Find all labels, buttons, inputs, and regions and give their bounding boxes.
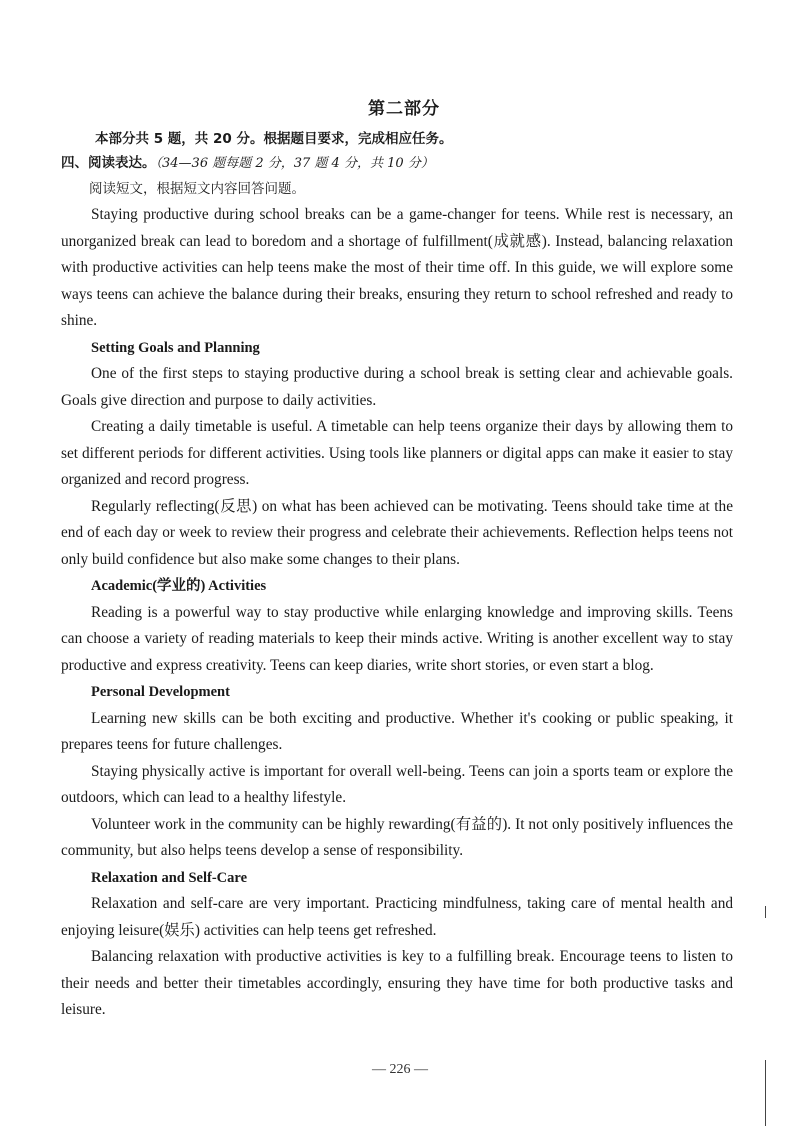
subheading-personal: Personal Development xyxy=(91,684,230,700)
paragraph-reflecting: Regularly reflecting(反思) on what has been achieved can be motivating. Teens should take time at the end of each day or week to review their progress and celebrate their achievements. Reflection helps teens not only build confidence but also make some changes to their plans. xyxy=(61,497,733,568)
page-number: — 226 — xyxy=(372,1062,428,1077)
subheading-relaxation: Relaxation and Self-Care xyxy=(91,869,248,886)
margin-mark xyxy=(765,906,766,918)
section-heading xyxy=(61,151,733,176)
paragraph-self-care: Relaxation and self-care are very important. Practicing mindfulness, taking care of mental health and enjoying leisure(娱乐) activities can help teens get refreshed. xyxy=(61,895,733,939)
page-content xyxy=(61,94,733,1024)
part-intro: 本部分共 5 题，共 20 分。根据题目要求，完成相应任务。 xyxy=(95,131,453,147)
reading-instruction: 阅读短文，根据短文内容回答问题。 xyxy=(89,181,305,197)
paragraph-volunteer: Volunteer work in the community can be highly rewarding(有益的). It not only positively influences the community, but also helps teens develop a sense of responsibility. xyxy=(61,815,733,859)
paragraph-reading-writing: Reading is a powerful way to stay productive while enlarging knowledge and improving skills. Teens can choose a variety of reading materials to keep their minds active. Writing is another excellent way to stay productive and express creativity. Teens can keep diaries, write short stories, or even start a blog. xyxy=(61,603,733,674)
part-title: 第二部分 xyxy=(368,99,440,119)
section-score-note: （34—36 题每题 2 分，37 题 4 分，共 10 分） xyxy=(155,156,434,171)
margin-mark xyxy=(765,1060,766,1126)
paragraph-new-skills: Learning new skills can be both exciting and productive. Whether it's cooking or public speaking, it prepares teens for future challenges. xyxy=(61,709,733,753)
paragraph-physical: Staying physically active is important for overall well-being. Teens can join a sports team or explore the outdoors, which can lead to a healthy lifestyle. xyxy=(61,762,733,806)
subheading-goals: Setting Goals and Planning xyxy=(91,339,260,356)
section-label: 四、阅读表达。 xyxy=(61,155,156,171)
subheading-academic: Academic(学业的) Activities xyxy=(91,578,267,594)
paragraph-timetable: Creating a daily timetable is useful. A timetable can help teens organize their days by allowing them to set different periods for different activities. Using tools like planners or digital apps can make it easier to stay organized and record progress. xyxy=(61,418,733,488)
paragraph-balance: Balancing relaxation with productive activities is key to a fulfilling break. Encourage teens to listen to their needs and better their timetables accordingly, ensuring they have time for both productive tasks and leisure. xyxy=(61,948,733,1018)
paragraph-intro: Staying productive during school breaks can be a game-changer for teens. While rest is necessary, an unorganized break can lead to boredom and a shortage of fulfillment(成就感). Instead, balancing relaxation with productive activities can help teens make the most of their time off. In this guide, we will explore some ways teens can achieve the balance during their breaks, ensuring they return to school refreshed and ready to shine. xyxy=(61,206,733,329)
paragraph-goals: One of the first steps to staying productive during a school break is setting clear and achievable goals. Goals give direction and purpose to daily activities. xyxy=(61,365,733,409)
